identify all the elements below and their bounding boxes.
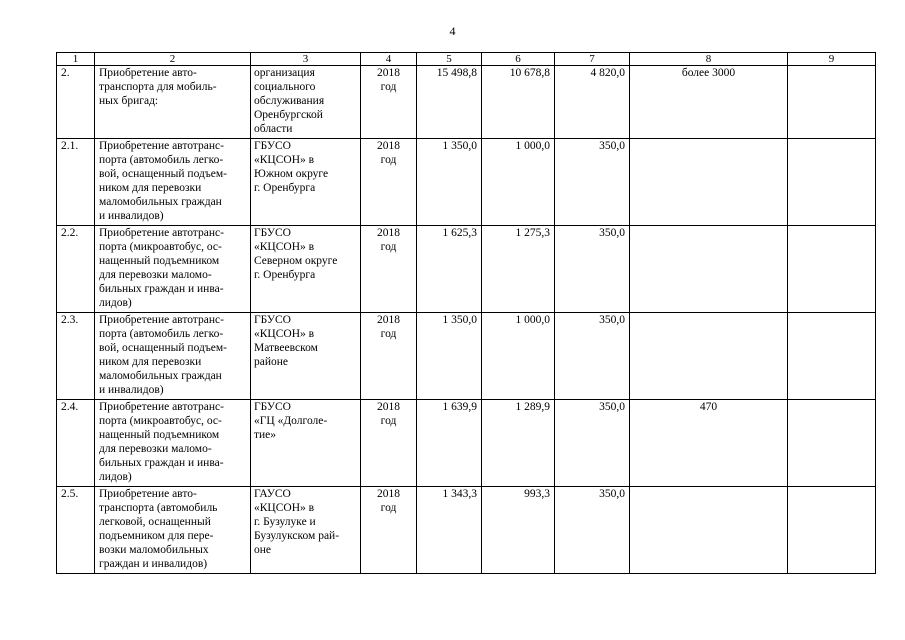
row-value-6: 10 678,8 [482,66,555,139]
row-value-6: 1 000,0 [482,139,555,226]
row-value-8 [630,487,788,574]
row-value-7: 350,0 [555,226,630,313]
row-value-5: 1 350,0 [417,313,482,400]
column-header: 8 [630,53,788,66]
row-organization: ГБУСО «КЦСОН» в Матвеевском районе [251,313,361,400]
table-row [57,139,876,226]
column-header: 9 [788,53,876,66]
row-year: 2018 год [361,400,417,487]
row-year: 2018 год [361,226,417,313]
column-header: 4 [361,53,417,66]
row-value-5: 1 639,9 [417,400,482,487]
row-value-7: 350,0 [555,400,630,487]
row-value-7: 350,0 [555,487,630,574]
table-header-row [57,53,876,66]
row-organization: ГБУСО «КЦСОН» в Южном округе г. Оренбурга [251,139,361,226]
row-value-8 [630,313,788,400]
row-name: Приобретение авто- транспорта для мобиль- ных бригад: [95,66,251,139]
row-value-6: 993,3 [482,487,555,574]
row-number: 2.2. [57,226,95,313]
page-number: 4 [449,24,456,38]
row-value-8: 470 [630,400,788,487]
table-row [57,313,876,400]
row-year: 2018 год [361,313,417,400]
row-value-9 [788,313,876,400]
row-number: 2.1. [57,139,95,226]
column-header: 3 [251,53,361,66]
row-value-9 [788,487,876,574]
row-value-8 [630,139,788,226]
row-value-9 [788,400,876,487]
row-organization: ГБУСО «ГЦ «Долголе- тие» [251,400,361,487]
row-value-6: 1 000,0 [482,313,555,400]
row-year: 2018 год [361,66,417,139]
column-header: 2 [95,53,251,66]
row-value-8: более 3000 [630,66,788,139]
row-value-5: 1 343,3 [417,487,482,574]
row-name: Приобретение авто- транспорта (автомобиль легковой, оснащенный подъемником для пере- возки маломобильных граждан и инвалидов) [95,487,251,574]
row-number: 2.3. [57,313,95,400]
row-number: 2.4. [57,400,95,487]
row-name: Приобретение автотранс- порта (микроавтобус, ос- нащенный подъемником для перевозки маломо- бильных граждан и инва- лидов) [95,226,251,313]
row-value-7: 350,0 [555,313,630,400]
row-year: 2018 год [361,139,417,226]
row-organization: организация социального обслуживания Оренбургской области [251,66,361,139]
table-row [57,487,876,574]
column-header: 6 [482,53,555,66]
row-value-5: 1 350,0 [417,139,482,226]
row-year: 2018 год [361,487,417,574]
row-number: 2.5. [57,487,95,574]
table-row [57,66,876,139]
row-value-9 [788,66,876,139]
table-row [57,226,876,313]
row-number: 2. [57,66,95,139]
table-row [57,400,876,487]
row-organization: ГАУСО «КЦСОН» в г. Бузулуке и Бузулукском рай- оне [251,487,361,574]
row-value-7: 4 820,0 [555,66,630,139]
column-header: 5 [417,53,482,66]
row-value-9 [788,139,876,226]
row-value-7: 350,0 [555,139,630,226]
row-value-5: 15 498,8 [417,66,482,139]
row-name: Приобретение автотранс- порта (автомобиль легко- вой, оснащенный подъем- ником для перевозки маломобильных граждан и инвалидов) [95,313,251,400]
row-organization: ГБУСО «КЦСОН» в Северном округе г. Оренбурга [251,226,361,313]
row-value-9 [788,226,876,313]
row-name: Приобретение автотранс- порта (микроавтобус, ос- нащенный подъемником для перевозки маломо- бильных граждан и инва- лидов) [95,400,251,487]
row-value-6: 1 289,9 [482,400,555,487]
row-name: Приобретение автотранс- порта (автомобиль легко- вой, оснащенный подъем- ником для перевозки маломобильных граждан и инвалидов) [95,139,251,226]
row-value-6: 1 275,3 [482,226,555,313]
row-value-8 [630,226,788,313]
row-value-5: 1 625,3 [417,226,482,313]
data-table [56,52,876,574]
column-header: 7 [555,53,630,66]
column-header: 1 [57,53,95,66]
